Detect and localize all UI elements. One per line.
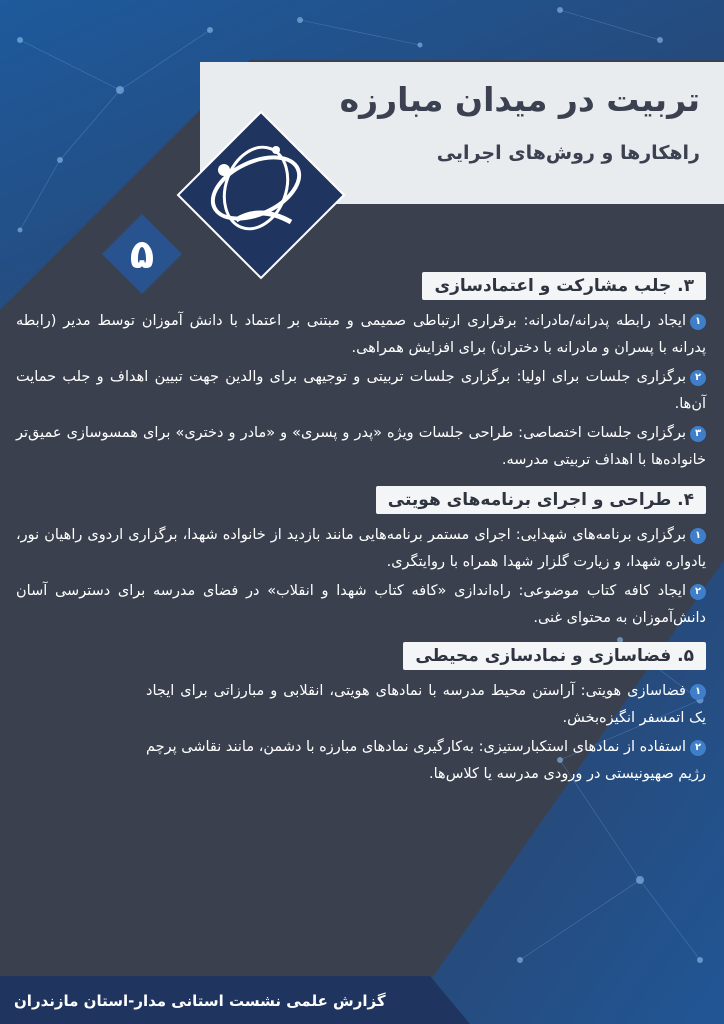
number-badge: ۳ xyxy=(690,426,706,442)
number-badge: ۱ xyxy=(690,684,706,700)
section-4 xyxy=(16,486,706,632)
footer-text: گزارش علمی نشست استانی مدار-استان مازندران xyxy=(14,992,386,1010)
number-badge: ۲ xyxy=(690,370,706,386)
section-heading: ۵. فضاسازی و نمادسازی محیطی xyxy=(146,642,706,670)
list-item: ۲برگزاری جلسات برای اولیا: برگزاری جلسات تربیتی و توجیهی برای والدین جهت تبیین اهداف و جلب حمایت آن‌ها. xyxy=(16,369,706,412)
section-heading: ۳. جلب مشارکت و اعتمادسازی xyxy=(16,272,706,300)
number-badge: ۲ xyxy=(690,740,706,756)
section-3 xyxy=(16,272,706,474)
page-subtitle: راهکارها و روش‌های اجرایی xyxy=(436,142,700,164)
list-item: ۱فضاسازی هویتی: آراستن محیط مدرسه با نمادهای هویتی، انقلابی و مبارزاتی برای ایجاد یک اتمسفر انگیزه‌بخش. xyxy=(146,683,706,726)
list-item: ۱ایجاد رابطه پدرانه/مادرانه: برقراری ارتباطی صمیمی و مبتنی بر اعتماد با دانش آموزان توسط مدیر (رابطه پدرانه با پسران و مادرانه با دختران) برای افزایش همراهی. xyxy=(16,313,706,356)
section-number: ۵ xyxy=(129,232,155,278)
list-item: ۱برگزاری برنامه‌های شهدایی: اجرای مستمر برنامه‌هایی مانند بازدید از خانواده شهدا، برگزاری اردوی راهیان نور، یادواره شهدا، و زیارت گلزار شهدا همراه با روایتگری. xyxy=(16,527,706,570)
number-badge: ۱ xyxy=(690,528,706,544)
number-badge: ۲ xyxy=(690,584,706,600)
content-area xyxy=(16,272,706,798)
page-title: تربیت در میدان مبارزه xyxy=(339,80,700,119)
list-item: ۲ایجاد کافه کتاب موضوعی: راه‌اندازی «کافه کتاب شهدا و انقلاب» در فضای مدرسه برای دسترسی آسان دانش‌آموزان به محتوای غنی. xyxy=(16,583,706,626)
number-badge: ۱ xyxy=(690,314,706,330)
list-item: ۲استفاده از نمادهای استکبارستیزی: به‌کارگیری نمادهای مبارزه با دشمن، مانند نقاشی پرچم رژیم صهیونیستی در ورودی مدرسه یا کلاس‌ها. xyxy=(146,739,706,782)
section-heading: ۴. طراحی و اجرای برنامه‌های هویتی xyxy=(16,486,706,514)
section-5 xyxy=(146,642,706,788)
list-item: ۳برگزاری جلسات اختصاصی: طراحی جلسات ویژه «پدر و پسری» و «مادر و دختری» برای همسوسازی عمیق‌تر خانواده‌ها با اهداف تربیتی مدرسه. xyxy=(16,425,706,468)
madar-logo-icon xyxy=(176,110,346,280)
